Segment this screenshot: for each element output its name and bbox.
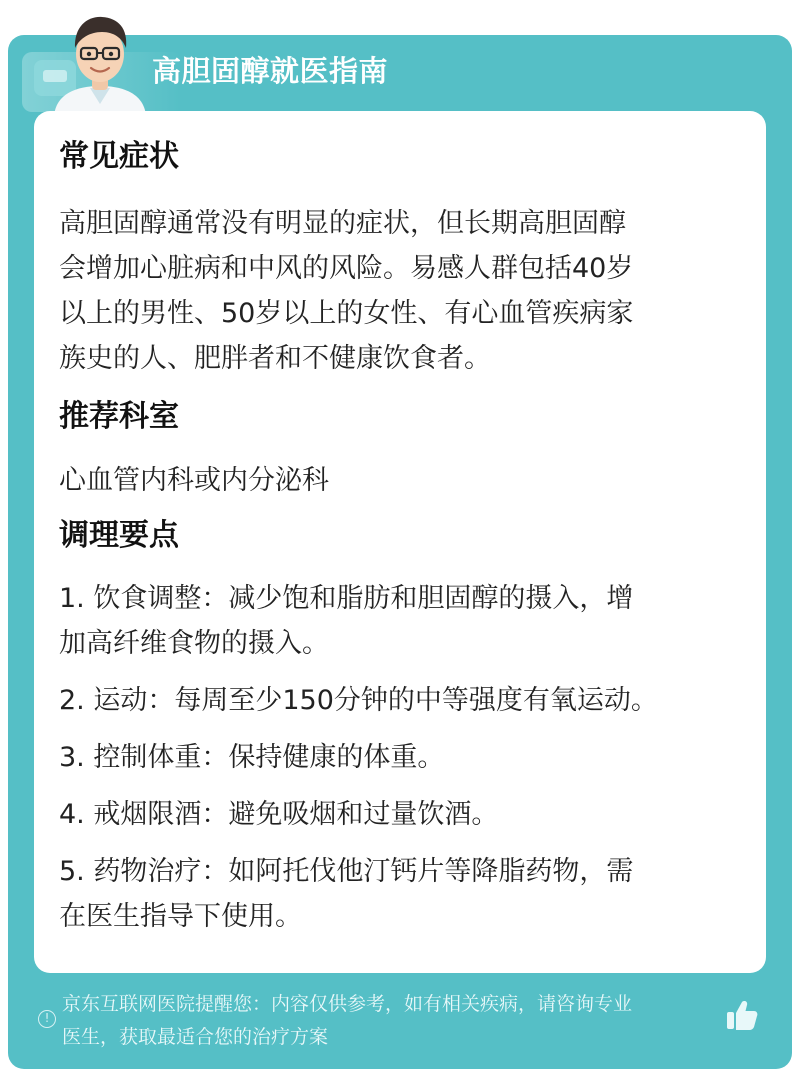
symptoms-line: 族史的人、肥胖者和不健康饮食者。 [59,343,491,374]
content-card [34,111,766,973]
symptoms-line: 会增加心脏病和中风的风险。易感人群包括40岁 [59,253,634,284]
list-item [59,735,741,780]
symptoms-line: 以上的男性、50岁以上的女性、有心血管疾病家 [59,298,634,329]
list-item-line: 4. 戒烟限酒：避免吸烟和过量饮酒。 [59,799,499,830]
list-item [59,678,741,723]
section-title-care: 调理要点 [59,518,179,553]
symptoms-line: 高胆固醇通常没有明显的症状，但长期高胆固醇 [59,208,626,239]
disclaimer-line: 医生，获取最适合您的治疗方案 [62,1026,329,1048]
list-item [59,576,741,666]
list-item-line: 5. 药物治疗：如阿托伐他汀钙片等降脂药物，需 [59,856,634,887]
list-item-line: 2. 运动：每周至少150分钟的中等强度有氧运动。 [59,685,658,716]
list-item-line: 3. 控制体重：保持健康的体重。 [59,742,445,773]
disclaimer-line: 京东互联网医院提醒您：内容仅供参考，如有相关疾病，请咨询专业 [62,993,633,1015]
section-title-symptoms: 常见症状 [59,139,179,174]
list-item [59,792,741,837]
list-item [59,849,741,939]
thumbs-up-icon[interactable] [724,997,760,1033]
disclaimer [62,988,728,1054]
symptoms-text [59,201,741,381]
care-list [59,576,741,939]
list-item-line: 1. 饮食调整：减少饱和脂肪和胆固醇的摄入，增 [59,583,634,614]
doctor-avatar-icon [46,8,154,116]
list-item-line: 在医生指导下使用。 [59,901,302,932]
section-title-department: 推荐科室 [59,399,179,434]
list-item-line: 加高纤维食物的摄入。 [59,628,329,659]
page-title: 高胆固醇就医指南 [152,54,389,88]
department-text: 心血管内科或内分泌科 [59,465,329,496]
info-icon: ! [38,1010,56,1028]
